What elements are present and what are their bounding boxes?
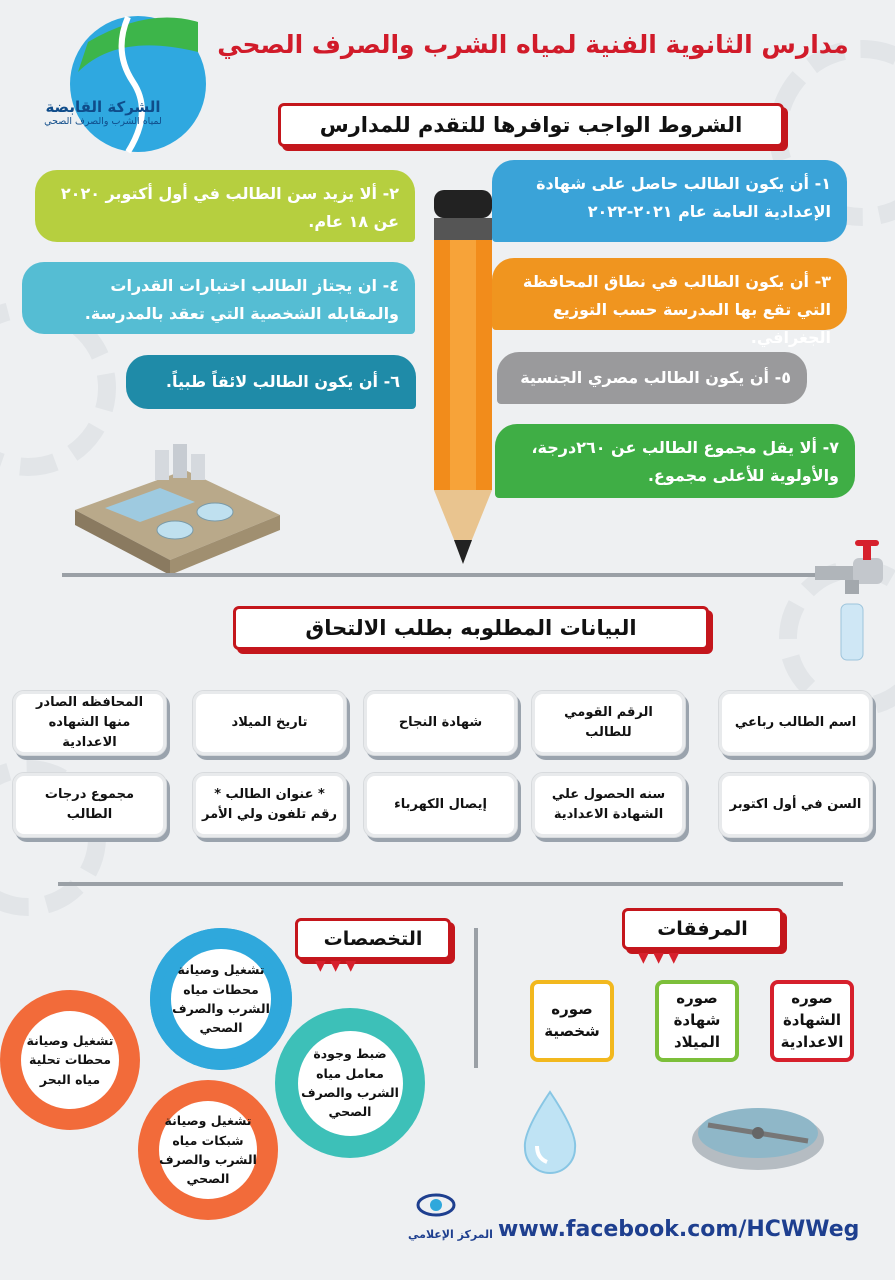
condition-2 [35, 170, 415, 242]
required-data-heading: البيانات المطلوبه بطلب الالتحاق [233, 606, 709, 650]
condition-3-text: ٣- أن يكون الطالب في نطاق المحافظة التي تقع بها المدرسة حسب التوزيع الجغرافي. [522, 272, 831, 347]
attachment-personal-photo: صوره شخصية [530, 980, 614, 1062]
logo-line2: لمياه الشرب والصرف الصحي [44, 116, 162, 127]
field-student-name: اسم الطالب رباعي [718, 690, 873, 756]
field-birth-date: تاريخ الميلاد [192, 690, 347, 756]
specialization-gear-2 [275, 1008, 425, 1158]
page-title: مدارس الثانوية الفنية لمياه الشرب والصرف الصحي [217, 30, 849, 59]
media-center-label: المركز الإعلامي [408, 1228, 493, 1241]
condition-2-text: ٢- ألا يزيد سن الطالب في أول أكتوبر ٢٠٢٠ عن ١٨ عام. [60, 184, 399, 231]
divider [58, 882, 843, 886]
arrows-icon: ▼ ▼ ▼ [638, 950, 680, 966]
vertical-divider [474, 928, 478, 1068]
divider [62, 573, 842, 577]
attachment-preparatory-certificate: صوره الشهادة الاعدادية [770, 980, 854, 1062]
conditions-heading: الشروط الواجب توافرها للتقدم للمدارس [278, 103, 784, 147]
condition-4-text: ٤- ان يجتاز الطالب اختبارات القدرات والمقابله الشخصية التي تعقد بالمدرسة. [84, 276, 399, 323]
specialization-4-text: تشغيل وصيانة شبكات مياه الشرب والصرف الصحي [159, 1101, 257, 1199]
water-drop-icon [515, 1088, 585, 1178]
condition-7 [495, 424, 855, 498]
logo [44, 12, 208, 162]
attachment-birth-certificate: صوره شهادة الميلاد [655, 980, 739, 1062]
facebook-link[interactable]: www.facebook.com/HCWWeg [498, 1217, 860, 1242]
condition-6 [126, 355, 416, 409]
condition-1-text: ١- أن يكون الطالب حاصل على شهادة الإعدادية العامة عام ٢٠٢١-٢٠٢٢ [536, 174, 831, 221]
condition-5 [497, 352, 807, 404]
eye-icon [416, 1190, 456, 1220]
field-electricity-receipt: إيصال الكهرباء [363, 772, 518, 838]
specialization-gear-4 [138, 1080, 278, 1220]
specialization-1-text: تشغيل وصيانة محطات مياه الشرب والصرف الصحي [171, 949, 270, 1048]
specializations-heading: التخصصات [295, 918, 451, 960]
field-age-october: السن في أول اكتوبر [718, 772, 873, 838]
condition-7-text: ٧- ألا يقل مجموع الطالب عن ٢٦٠درجة، والأولوية للأعلى مجموع. [531, 438, 839, 485]
attachments-heading: المرفقات [622, 908, 783, 950]
field-address-phone: * عنوان الطالب * رقم تلفون ولي الأمر [192, 772, 347, 838]
specialization-2-text: ضبط وجودة معامل مياه الشرب والصرف الصحي [298, 1031, 403, 1136]
condition-1 [492, 160, 847, 242]
pencil-icon [428, 190, 498, 580]
field-national-id: الرقم القومي للطالب [531, 690, 686, 756]
treatment-plant-icon [65, 430, 285, 580]
field-certificate-year: سنه الحصول علي الشهادة الاعدادية [531, 772, 686, 838]
logo-line1: الشركة القابضة [45, 98, 161, 116]
faucet-icon [815, 538, 895, 668]
condition-3 [492, 258, 847, 347]
specialization-gear-3 [0, 990, 140, 1130]
condition-4 [22, 262, 415, 334]
field-total-score: مجموع درجات الطالب [12, 772, 167, 838]
arrows-icon: ▼ ▼ ▼ [315, 958, 357, 974]
specialization-3-text: تشغيل وصيانة محطات تحلية مياه البحر [21, 1011, 119, 1109]
logo-drop-icon [58, 12, 208, 162]
condition-5-text: ٥- أن يكون الطالب مصري الجنسية [520, 368, 791, 387]
field-issuing-governorate: المحافظه الصادر منها الشهاده الاعدادية [12, 690, 167, 756]
clarifier-icon [688, 1095, 828, 1175]
field-pass-certificate: شهادة النجاح [363, 690, 518, 756]
specialization-gear-1 [150, 928, 292, 1070]
condition-6-text: ٦- أن يكون الطالب لائقاً طبياً. [165, 372, 400, 391]
